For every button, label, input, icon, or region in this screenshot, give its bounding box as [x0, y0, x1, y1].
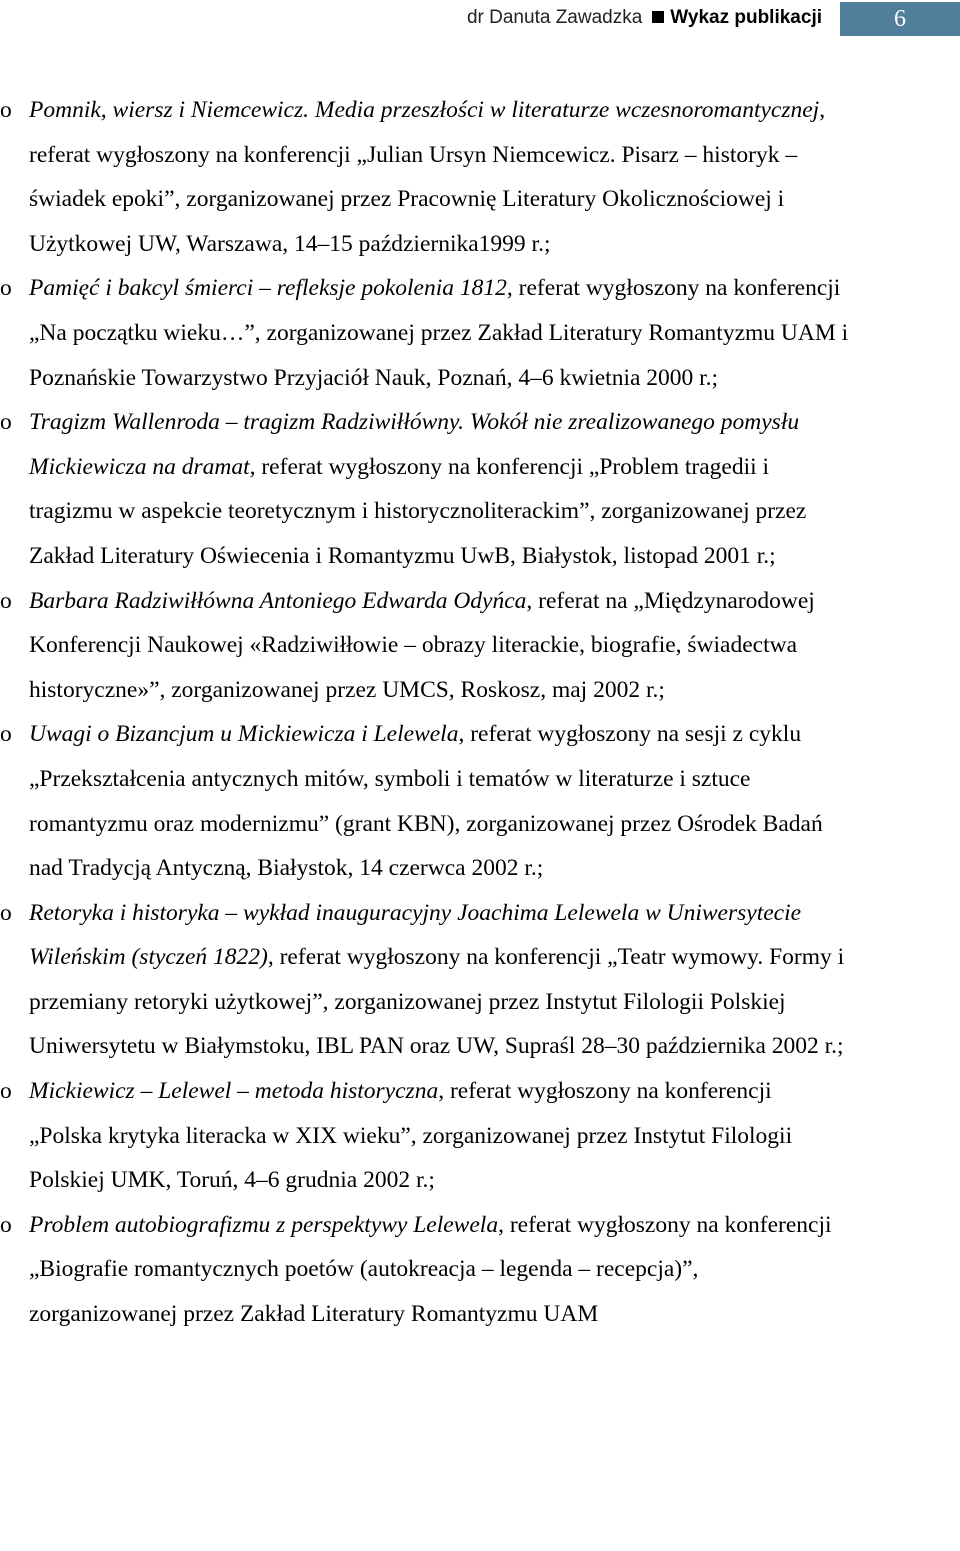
- circle-bullet-icon: o: [0, 721, 12, 748]
- circle-bullet-icon: o: [0, 1211, 12, 1238]
- publication-item: [0, 400, 850, 578]
- circle-bullet-icon: o: [0, 587, 12, 614]
- header-document-title: Wykaz publikacji: [670, 7, 822, 28]
- header-text: [467, 6, 822, 30]
- publication-item: [0, 88, 850, 266]
- publication-details: , referat wygłoszony na konferencji „Biografie romantycznych poetów (autokreacja – legenda – recepcja)”, zorganizowanej przez Zakład Literatury Romantyzmu UAM: [29, 1211, 832, 1328]
- publication-text: [29, 275, 848, 390]
- circle-bullet-icon: o: [0, 409, 12, 436]
- publication-title: Pomnik, wiersz i Niemcewicz. Media przeszłości w literaturze wczesnoromantycznej: [29, 97, 820, 123]
- publication-title: Barbara Radziwiłłówna Antoniego Edwarda Odyńca: [29, 587, 527, 614]
- publication-title: Mickiewicz – Lelewel – metoda historyczna: [29, 1078, 439, 1105]
- publication-details: referat wygłoszony na konferencji „Problem tragedii i tragizmu w aspekcie teoretycznym i historycznoliterackim”, zorganizowanej przez Zakład Literatury Oświecenia i Romantyzmu UwB, Białystok, listopad 2001 r.;: [29, 453, 807, 569]
- publication-item: [0, 266, 850, 400]
- publication-details: , referat wygłoszony na konferencji „Na początku wieku…”, zorganizowanej przez Zakład Literatury Romantyzmu UAM i Poznańskie Towarzystwo Przyjaciół Nauk, Poznań, 4–6 kwietnia 2000 r.;: [29, 275, 849, 391]
- publication-item: [0, 1203, 850, 1337]
- publication-text: [29, 409, 806, 569]
- circle-bullet-icon: o: [0, 1078, 12, 1105]
- publication-title: Pamięć i bakcyl śmierci – refleksje pokolenia 1812: [29, 275, 507, 302]
- circle-bullet-icon: o: [0, 97, 12, 123]
- publication-details: , referat wygłoszony na konferencji „Polska krytyka literacka w XIX wieku”, zorganizowanej przez Instytut Filologii Polskiej UMK, Toruń, 4–6 grudnia 2002 r.;: [29, 1078, 793, 1194]
- circle-bullet-icon: o: [0, 275, 12, 302]
- publication-title: Problem autobiografizmu z perspektywy Lelewela: [29, 1211, 499, 1238]
- publication-details: , referat wygłoszony na sesji z cyklu „Przekształcenia antycznych mitów, symboli i tematów w literaturze i sztuce romantyzmu oraz modernizmu” (grant KBN), zorganizowanej przez Ośrodek Badań nad Tradycją Antyczną, Białystok, 14 czerwca 2002 r.;: [29, 721, 823, 882]
- publication-list: [0, 88, 850, 1337]
- publication-title: Uwagi o Bizancjum u Mickiewicza i Lelewela: [29, 721, 459, 748]
- publication-details: , referat na „Międzynarodowej Konferencji Naukowej «Radziwiłłowie – obrazy literackie, biografie, świadectwa historyczne»”, zorganizowanej przez UMCS, Roskosz, maj 2002 r.;: [29, 587, 815, 703]
- publication-item: [0, 712, 850, 890]
- publication-title: Retoryka i historyka – wykład inauguracyjny Joachima Lelewela w Uniwersytecie Wileńskim (styczeń 1822): [29, 899, 802, 971]
- header-author: dr Danuta Zawadzka: [466, 7, 643, 28]
- publication-text: [29, 588, 815, 703]
- publication-text: [29, 1078, 792, 1193]
- square-bullet-icon: [652, 11, 664, 23]
- publication-item: [0, 891, 850, 1069]
- page-header: [0, 0, 960, 38]
- publication-text: [29, 1212, 832, 1327]
- publication-details: , referat wygłoszony na konferencji „Julian Ursyn Niemcewicz. Pisarz – historyk – świadek epoki”, zorganizowanej przez Pracownię Literatury Okolicznościowej i Użytkowej UW, Warszawa, 14–15 października1999 r.;: [29, 97, 826, 257]
- publication-text: [29, 721, 823, 881]
- publication-title: Tragizm Wallenroda – tragizm Radziwiłłówny. Wokół nie zrealizowanego pomysłu Mickiewicza na dramat,: [29, 409, 800, 480]
- publication-text: [29, 900, 844, 1060]
- circle-bullet-icon: o: [0, 899, 12, 926]
- publication-item: [0, 1069, 850, 1203]
- publication-item: [0, 579, 850, 713]
- publication-details: , referat wygłoszony na konferencji „Teatr wymowy. Formy i przemiany retoryki użytkowej”, zorganizowanej przez Instytut Filologii Polskiej Uniwersytetu w Białymstoku, IBL PAN oraz UW, Supraśl 28–30 października 2002 r.;: [29, 944, 845, 1060]
- page-number-badge: 6: [840, 2, 960, 36]
- publication-text: [29, 97, 825, 257]
